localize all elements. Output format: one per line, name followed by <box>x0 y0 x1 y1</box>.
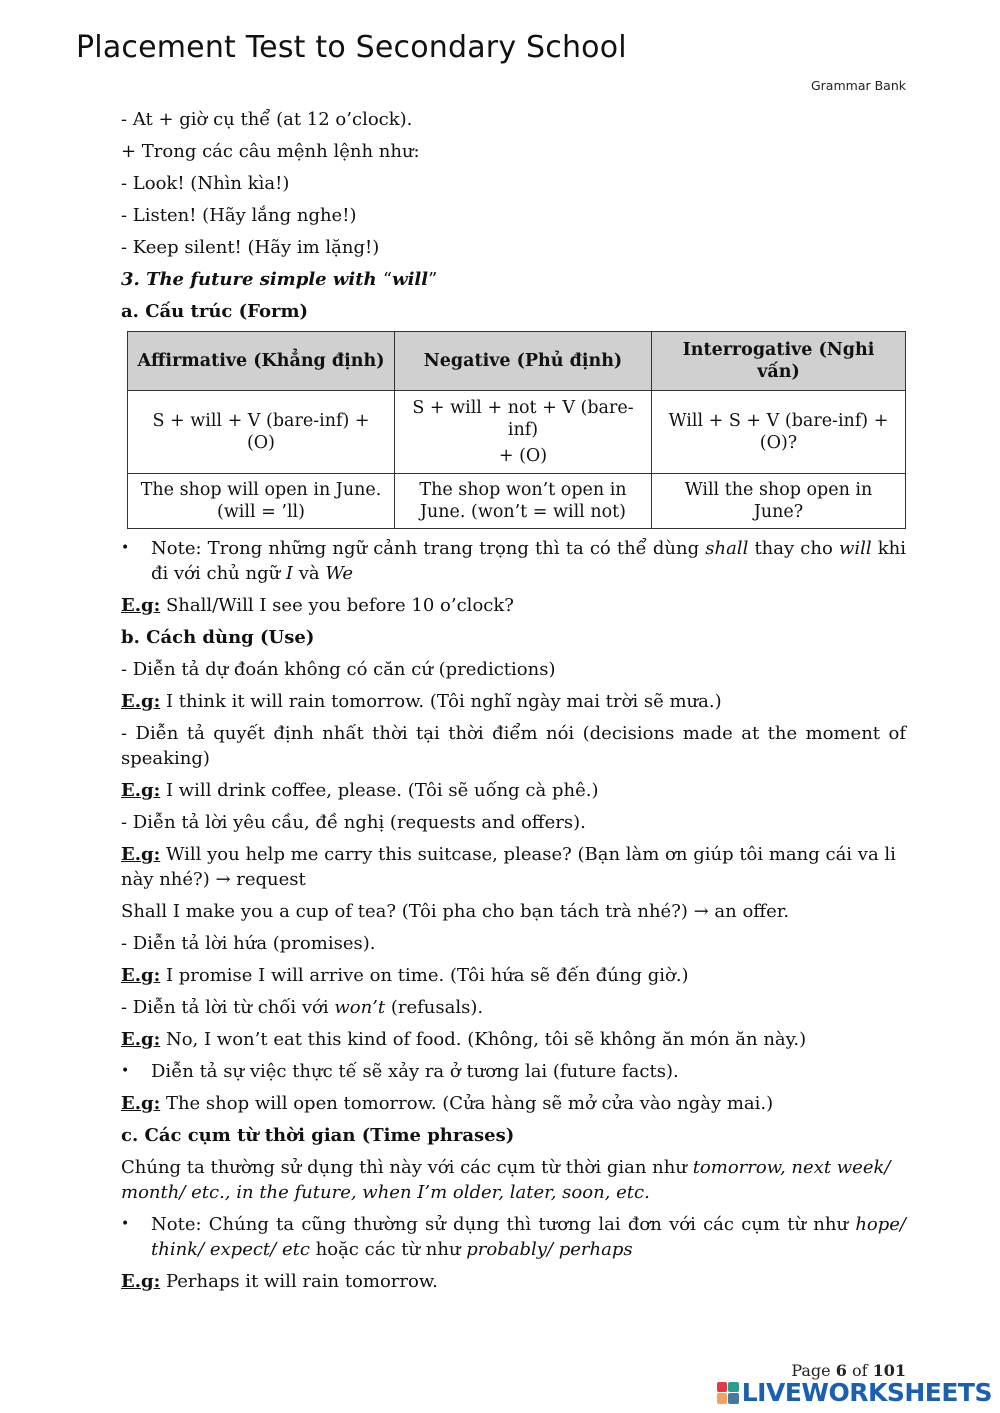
intro-line: - Listen! (Hãy lắng nghe!) <box>121 205 357 226</box>
page-title: Placement Test to Secondary School <box>76 30 627 65</box>
example-line: E.g: I will drink coffee, please. (Tôi sẽ uống cà phê.) <box>121 780 599 801</box>
table-header-cell: Interrogative (Nghi vấn) <box>652 332 906 391</box>
table-row <box>128 391 906 474</box>
use-line: - Diễn tả lời hứa (promises). <box>121 933 376 954</box>
time-heading: c. Các cụm từ thời gian (Time phrases) <box>121 1125 515 1146</box>
use-line: - Diễn tả lời từ chối với won’t (refusals). <box>121 997 484 1018</box>
page-number: Page 6 of 101 <box>791 1361 906 1380</box>
example-line: E.g: Will you help me carry this suitcase, please? (Bạn làm ơn giúp tôi mang cái va li này nhé?) → request <box>121 844 896 890</box>
liveworksheets-logo[interactable] <box>717 1378 992 1407</box>
table-header-row <box>128 332 906 391</box>
example-line: E.g: Shall/Will I see you before 10 o’clock? <box>121 595 514 616</box>
table-row <box>128 474 906 529</box>
form-heading: a. Cấu trúc (Form) <box>121 301 309 322</box>
example-line: E.g: Perhaps it will rain tomorrow. <box>121 1271 438 1292</box>
note-bullet: • Note: Trong những ngữ cảnh trang trọng thì ta có thể dùng shall thay cho will khi đi với chủ ngữ I và We <box>121 538 907 584</box>
liveworksheets-brand: LIVEWORKSHEETS <box>741 1378 992 1407</box>
table-cell: The shop will open in June. (will = ’ll) <box>128 474 395 529</box>
liveworksheets-icon <box>717 1382 739 1404</box>
table-cell: Will + S + V (bare-inf) + (O)? <box>652 391 906 474</box>
table-cell: The shop won’t open in June. (won’t = will not) <box>395 474 652 529</box>
table-cell: S + will + V (bare-inf) + (O) <box>128 391 395 474</box>
use-heading: b. Cách dùng (Use) <box>121 627 315 648</box>
use-line: - Diễn tả dự đoán không có căn cứ (predictions) <box>121 659 556 680</box>
time-text: Chúng ta thường sử dụng thì này với các cụm từ thời gian như tomorrow, next week/ month/ etc., in the future, when I’m older, later, soon, etc. <box>121 1157 891 1203</box>
table-header-cell: Negative (Phủ định) <box>395 332 652 391</box>
page-subtitle: Grammar Bank <box>810 78 906 93</box>
use-line: - Diễn tả quyết định nhất thời tại thời điểm nói (decisions made at the moment of speaking) <box>121 723 906 769</box>
table-cell: S + will + not + V (bare-inf) + (O) <box>395 391 652 474</box>
example-line: E.g: The shop will open tomorrow. (Cửa hàng sẽ mở cửa vào ngày mai.) <box>121 1093 774 1114</box>
example-line: E.g: I promise I will arrive on time. (Tôi hứa sẽ đến đúng giờ.) <box>121 965 689 986</box>
section-heading: 3. The future simple with “will” <box>121 269 438 290</box>
content-body <box>121 536 906 1301</box>
use-bullet: • Diễn tả sự việc thực tế sẽ xảy ra ở tương lai (future facts). <box>121 1061 679 1082</box>
use-line: - Diễn tả lời yêu cầu, đề nghị (requests and offers). <box>121 812 586 833</box>
intro-line: - Look! (Nhìn kìa!) <box>121 173 290 194</box>
intro-line: - At + giờ cụ thể (at 12 o’clock). <box>121 109 413 130</box>
intro-section <box>121 106 906 330</box>
example-line: E.g: I think it will rain tomorrow. (Tôi nghĩ ngày mai trời sẽ mưa.) <box>121 691 722 712</box>
note-bullet: • Note: Chúng ta cũng thường sử dụng thì tương lai đơn với các cụm từ như hope/ think/ expect/ etc hoặc các từ như probably/ perhaps <box>121 1214 906 1260</box>
form-table <box>127 331 906 529</box>
table-header-cell: Affirmative (Khẳng định) <box>128 332 395 391</box>
example-line: E.g: No, I won’t eat this kind of food. (Không, tôi sẽ không ăn món ăn này.) <box>121 1029 807 1050</box>
intro-line: - Keep silent! (Hãy im lặng!) <box>121 237 380 258</box>
table-cell: Will the shop open in June? <box>652 474 906 529</box>
intro-line: + Trong các câu mệnh lệnh như: <box>121 141 420 162</box>
example-line: Shall I make you a cup of tea? (Tôi pha cho bạn tách trà nhé?) → an offer. <box>121 901 790 922</box>
